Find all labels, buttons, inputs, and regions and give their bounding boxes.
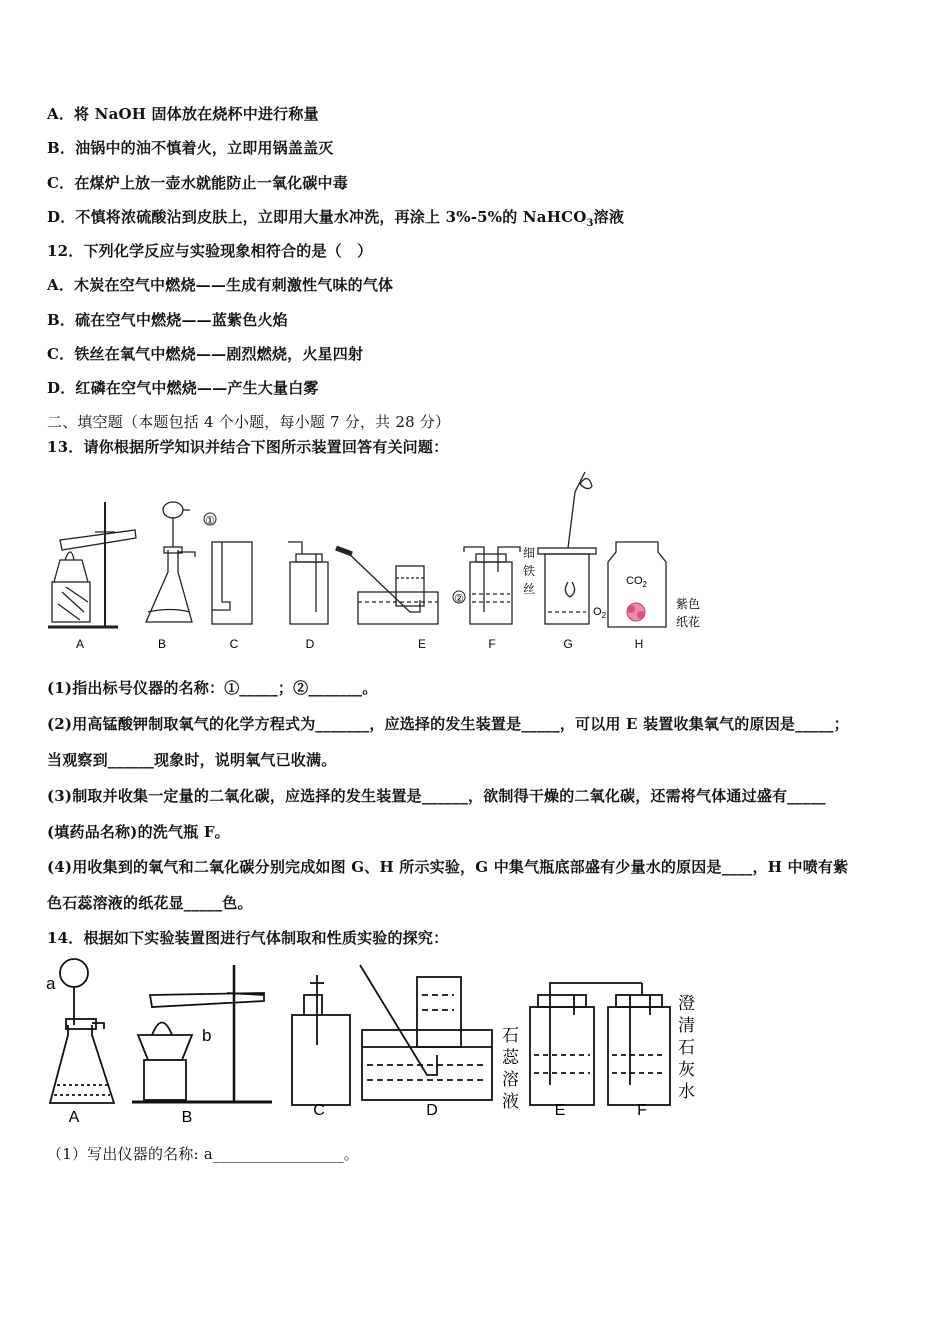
limewater-5: 水 bbox=[678, 1082, 695, 1101]
q11-option-d-tail: 溶液 bbox=[593, 208, 625, 226]
q12-stem: 12．下列化学反应与实验现象相符合的是（ ） bbox=[47, 242, 373, 260]
q11-option-d-text: D．不慎将浓硫酸沾到皮肤上，立即用大量水冲洗，再涂上 3%-5%的 NaHCO bbox=[47, 208, 587, 226]
section-heading: 二、填空题（本题包括 4 个小题，每小题 7 分，共 28 分） bbox=[47, 413, 451, 431]
q13-part-3b: (填药品名称)的洗气瓶 F。 bbox=[47, 823, 230, 841]
fig14-label-f: F bbox=[637, 1102, 647, 1119]
q13-part-2b: 当观察到______现象时，说明氧气已收满。 bbox=[47, 751, 337, 769]
q12-option-a: A．木炭在空气中燃烧——生成有刺激性气味的气体 bbox=[47, 276, 394, 294]
q14-stem: 14．根据如下实验装置图进行气体制取和性质实验的探究： bbox=[47, 929, 449, 947]
fig14-label-e: E bbox=[554, 1102, 566, 1119]
q12-option-d: D．红磷在空气中燃烧——产生大量白雾 bbox=[47, 379, 319, 397]
g-label-1: 细 bbox=[523, 546, 536, 560]
h-flower-label-1: 紫色 bbox=[676, 597, 701, 611]
q12-option-b: B．硫在空气中燃烧——蓝紫色火焰 bbox=[47, 311, 288, 329]
litmus-2: 蕊 bbox=[502, 1048, 519, 1067]
marker-2: ② bbox=[454, 593, 464, 605]
fig13-label-c: C bbox=[229, 637, 239, 651]
g-label-3: 丝 bbox=[523, 582, 536, 596]
litmus-1: 石 bbox=[502, 1026, 519, 1045]
q13-part-1: (1)指出标号仪器的名称：①_____；②_______。 bbox=[47, 679, 378, 697]
q11-option-d bbox=[47, 206, 624, 229]
h-flower-label-2: 纸花 bbox=[676, 615, 701, 629]
fig13-label-a: A bbox=[75, 637, 85, 651]
q13-part-4b: 色石蕊溶液的纸花显_____色。 bbox=[47, 894, 253, 912]
fig13-label-h: H bbox=[634, 637, 644, 651]
q14-apparatus-figure bbox=[42, 955, 704, 1125]
fig13-label-b: B bbox=[157, 637, 167, 651]
litmus-4: 液 bbox=[502, 1092, 519, 1111]
limewater-3: 石 bbox=[678, 1038, 695, 1057]
fig13-label-f: F bbox=[488, 637, 496, 651]
g-o2-label: $O_2$ bbox=[593, 606, 607, 620]
h-co2-label: $CO_2$ bbox=[626, 575, 647, 589]
fig13-label-d: D bbox=[305, 637, 315, 651]
q13-stem: 13．请你根据所学知识并结合下图所示装置回答有关问题： bbox=[47, 438, 449, 456]
litmus-3: 溶 bbox=[502, 1070, 519, 1089]
q13-part-4a: (4)用收集到的氧气和二氧化碳分别完成如图 G、H 所示实验，G 中集气瓶底部盛有少量水的原因是____，H 中喷有紫 bbox=[47, 858, 849, 876]
q13-apparatus-figure bbox=[40, 462, 720, 657]
fig14-label-c: C bbox=[313, 1102, 325, 1119]
q11-option-c: C．在煤炉上放一壶水就能防止一氧化碳中毒 bbox=[47, 174, 348, 192]
limewater-4: 灰 bbox=[678, 1060, 695, 1079]
marker-1: ① bbox=[205, 515, 215, 527]
fig13-label-e: E bbox=[417, 637, 427, 651]
q11-option-a: A．将 NaOH 固体放在烧杯中进行称量 bbox=[47, 105, 319, 123]
fig14-label-a: A bbox=[68, 1109, 80, 1125]
limewater-2: 清 bbox=[678, 1016, 695, 1035]
fig13-label-g: G bbox=[563, 637, 573, 651]
q12-option-c: C．铁丝在氧气中燃烧——剧烈燃烧，火星四射 bbox=[47, 345, 364, 363]
fig14-label-d: D bbox=[426, 1102, 438, 1119]
q11-option-b: B．油锅中的油不慎着火，立即用锅盖盖灭 bbox=[47, 139, 334, 157]
q11-option-d-subscript: 3 bbox=[586, 218, 594, 229]
q13-part-2a: (2)用高锰酸钾制取氧气的化学方程式为_______，应选择的发生装置是_____，可以用 E 装置收集氧气的原因是_____； bbox=[47, 715, 849, 733]
q13-part-3a: (3)制取并收集一定量的二氧化碳，应选择的发生装置是______，欲制得干燥的二氧化碳，还需将气体通过盛有_____ bbox=[47, 787, 826, 805]
limewater-1: 澄 bbox=[678, 994, 695, 1013]
mark-b: b bbox=[202, 1026, 212, 1045]
g-label-2: 铁 bbox=[523, 564, 536, 578]
mark-a: a bbox=[46, 974, 56, 993]
fig14-label-b: B bbox=[181, 1109, 193, 1125]
q14-part-1: （1）写出仪器的名称: a_________________。 bbox=[47, 1145, 360, 1163]
